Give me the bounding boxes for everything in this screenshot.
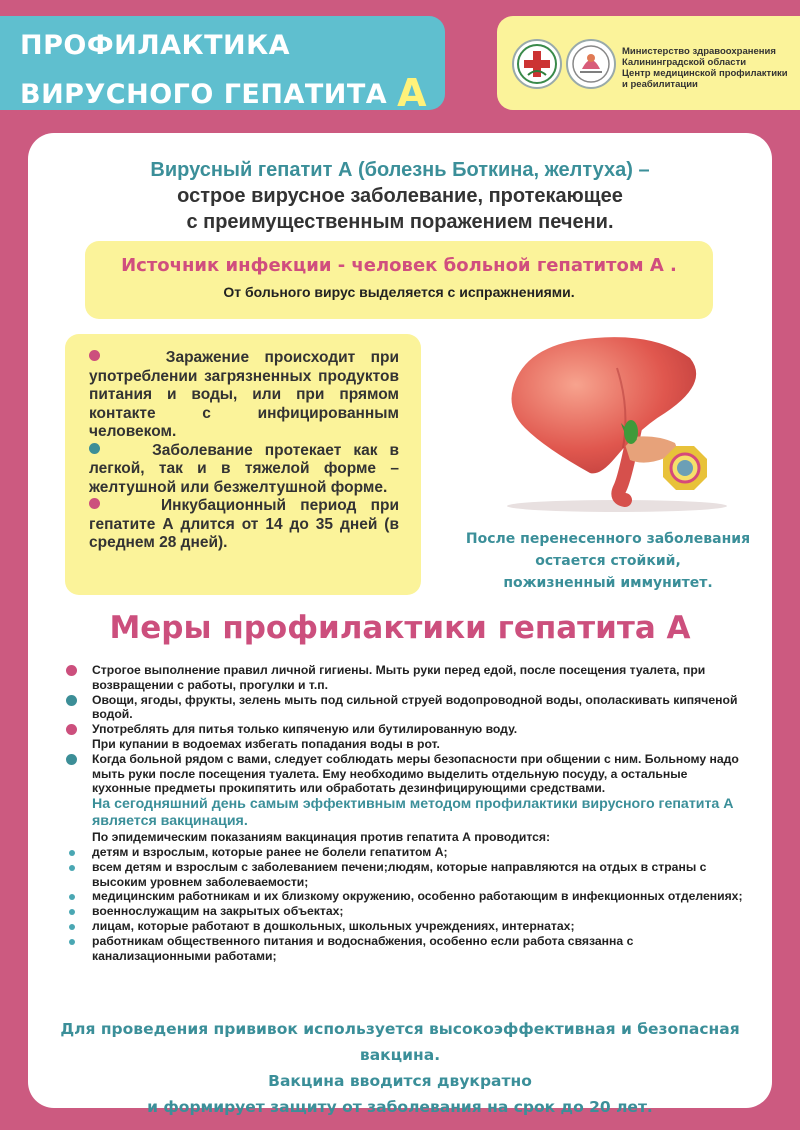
vaccination-highlight: На сегодняшний день самым эффективным методом профилактики вирусного гепатита А является вакцинация. bbox=[92, 796, 734, 830]
infection-source-title: Источник инфекции - человек больной гепатитом А . bbox=[121, 255, 677, 276]
title-line2 bbox=[20, 68, 427, 115]
bullet-icon bbox=[69, 909, 75, 915]
bullet-icon bbox=[69, 865, 75, 871]
list-item: Употреблять для питья только кипяченую или бутилированную воду. bbox=[66, 722, 746, 737]
indication-item: военнослужащим на закрытых объектах; bbox=[66, 904, 746, 919]
liver-illustration bbox=[505, 328, 730, 513]
list-item: Строгое выполнение правил личной гигиены. Мыть руки перед едой, после посещения туалета, при возвращении с работы, прогулки и т.п. bbox=[66, 663, 746, 693]
fact-item: Инкубационный период при гепатите А длится от 14 до 35 дней (в среднем 28 дней). bbox=[89, 497, 399, 551]
bullet-icon bbox=[89, 498, 100, 509]
bullet-icon bbox=[69, 894, 75, 900]
fact-item: Заболевание протекает как в легкой, так и в тяжелой форме – желтушной или безжелтушной форме. bbox=[89, 441, 400, 496]
measures-list bbox=[66, 663, 746, 963]
bullet-icon bbox=[66, 724, 77, 735]
bullet-icon bbox=[66, 695, 77, 706]
immunity-note: После перенесенного заболевания остается стойкий, пожизненный иммунитет. bbox=[465, 531, 751, 591]
indications-title: По эпидемическим показаниям вакцинация против гепатита А проводится: bbox=[92, 830, 551, 845]
measures-title: Меры профилактики гепатита А bbox=[109, 610, 691, 646]
title-text: ВИРУСНОГО ГЕПАТИТА bbox=[20, 79, 388, 110]
ministry-logo bbox=[512, 39, 562, 89]
organization-name: Министерство здравоохранения Калининградской области Центр медицинской профилактики и реабилитации bbox=[622, 46, 788, 90]
facts-box bbox=[65, 334, 421, 595]
list-item: Овощи, ягоды, фрукты, зелень мыть под сильной струей водопроводной воды, ополаскивать кипяченой водой. bbox=[66, 693, 746, 723]
infection-source-box bbox=[85, 241, 713, 319]
content-panel bbox=[28, 133, 772, 1116]
intro-definition: Вирусный гепатит А (болезнь Боткина, желтуха) – острое вирусное заболевание, протекающее с преимущественным поражением печени. bbox=[150, 159, 650, 233]
fact-item: Заражение происходит при употреблении загрязненных продуктов питания и воды, или при прямом контакте с инфицированным человеком. bbox=[89, 349, 399, 440]
infection-source-subtitle: От больного вирус выделяется с испражнениями. bbox=[223, 284, 575, 300]
bullet-icon bbox=[89, 443, 100, 454]
title-line1: ПРОФИЛАКТИКА bbox=[20, 30, 291, 61]
bullet-icon bbox=[69, 939, 75, 945]
indication-item: всем детям и взрослым с заболеванием печени;людям, которые направляются на отдых в страны с высоким уровнем заболеваемости; bbox=[66, 860, 746, 890]
bullet-icon bbox=[66, 665, 77, 676]
bullet-icon bbox=[66, 754, 77, 765]
indication-item: лицам, которые работают в дошкольных, школьных учреждениях, интернатах; bbox=[66, 919, 746, 934]
organization-banner bbox=[497, 16, 800, 110]
list-item: При купании в водоемах избегать попадания воды в рот. bbox=[92, 736, 440, 751]
bullet-icon bbox=[69, 924, 75, 930]
bullet-icon bbox=[89, 350, 100, 361]
list-item: Когда больной рядом с вами, следует соблюдать меры безопасности при общении с ним. Больному надо мыть руки после посещения туалета. Ему необходимо выделить отдельную посуду, а остальные кухонные предметы прокипятить или обработать дезинфицирующими средствами. bbox=[66, 752, 746, 796]
bullet-icon bbox=[69, 850, 75, 856]
title-banner bbox=[0, 16, 445, 115]
indication-item: работникам общественного питания и водоснабжения, особенно если работа связанна с канализационными работами; bbox=[66, 934, 746, 964]
center-logo bbox=[566, 39, 616, 89]
title-letter: А bbox=[397, 71, 427, 115]
vaccine-footer: Для проведения прививок используется высокоэффективная и безопасная вакцина. Вакцина вводится двукратно и формирует защиту от заболевания на срок до 20 лет. bbox=[60, 1020, 740, 1116]
indication-item: детям и взрослым, которые ранее не болели гепатитом А; bbox=[66, 845, 746, 860]
indication-item: медицинским работникам и их близкому окружению, особенно работающим в инфекционных отделениях; bbox=[66, 889, 746, 904]
